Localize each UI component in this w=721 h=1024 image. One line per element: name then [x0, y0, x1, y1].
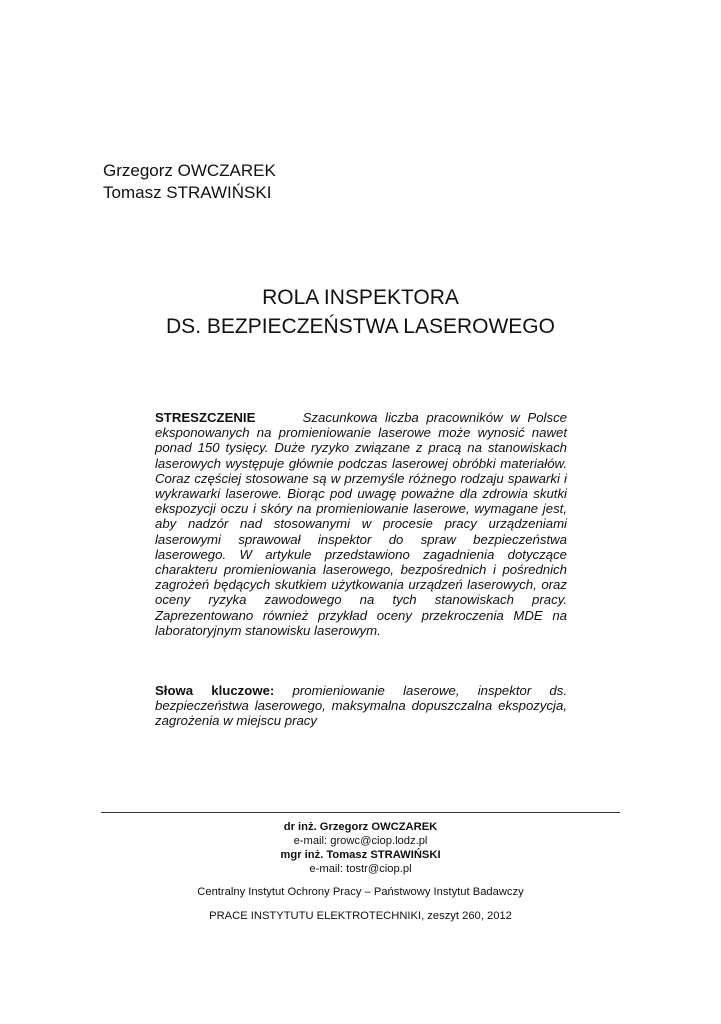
footer-email-2: e-mail: tostr@ciop.pl — [309, 863, 412, 875]
footer-institute: Centralny Instytut Ochrony Pracy – Państwowy Instytut Badawczy — [197, 886, 524, 898]
abstract-label: STRESZCZENIE — [155, 410, 256, 425]
footer-author-2: mgr inż. Tomasz STRAWIŃSKI — [280, 849, 441, 861]
abstract — [155, 410, 567, 638]
title-line: ROLA INSPEKTORA — [262, 286, 459, 309]
author-name: Tomasz STRAWIŃSKI — [103, 183, 272, 202]
abstract-text: Szacunkowa liczba pracowników w Polsce eksponowanych na promieniowanie laserowe może wynosić nawet ponad 150 tysięcy. Duże ryzyko związane z pracą na stanowiskach laserowych występuje głównie podczas laserowej obróbki materiałów. Coraz częściej stosowane są w przemyśle różnego rodzaju spawarki i wykrawarki laserowe. Biorąc pod uwagę poważne dla zdrowia skutki ekspozycji oczu i skóry na promieniowanie laserowe, wymagane jest, aby nadzór nad stosowanymi w procesie pracy urządzeniami laserowymi sprawował inspektor do spraw bezpieczeństwa laserowego. W artykule przedstawiono zagadnienia dotyczące charakteru promieniowania laserowego, bezpośrednich i pośrednich zagrożeń będących skutkiem użytkowania urządzeń laserowych, oraz oceny ryzyka zawodowego na tych stanowiskach pracy. Zaprezentowano również przykład oceny przekroczenia MDE na laboratoryjnym stanowisku laserowym. — [155, 410, 567, 638]
author-name: Grzegorz OWCZAREK — [103, 161, 276, 180]
keywords — [155, 683, 567, 729]
footer-email-1: e-mail: growc@ciop.lodz.pl — [293, 835, 428, 847]
author-list — [103, 160, 276, 204]
keywords-label: Słowa kluczowe: — [155, 683, 275, 698]
author-footnote — [0, 820, 721, 923]
paper-title — [0, 283, 721, 341]
footer-divider — [101, 812, 620, 813]
footer-author-1: dr inż. Grzegorz OWCZAREK — [283, 821, 438, 833]
title-line: DS. BEZPIECZEŃSTWA LASEROWEGO — [166, 315, 555, 338]
keywords-text: promieniowanie laserowe, inspektor ds. bezpieczeństwa laserowego, maksymalna dopuszczalna ekspozycja, zagrożenia w miejscu pracy — [155, 683, 568, 729]
footer-journal: PRACE INSTYTUTU ELEKTROTECHNIKI, zeszyt 260, 2012 — [209, 910, 512, 922]
